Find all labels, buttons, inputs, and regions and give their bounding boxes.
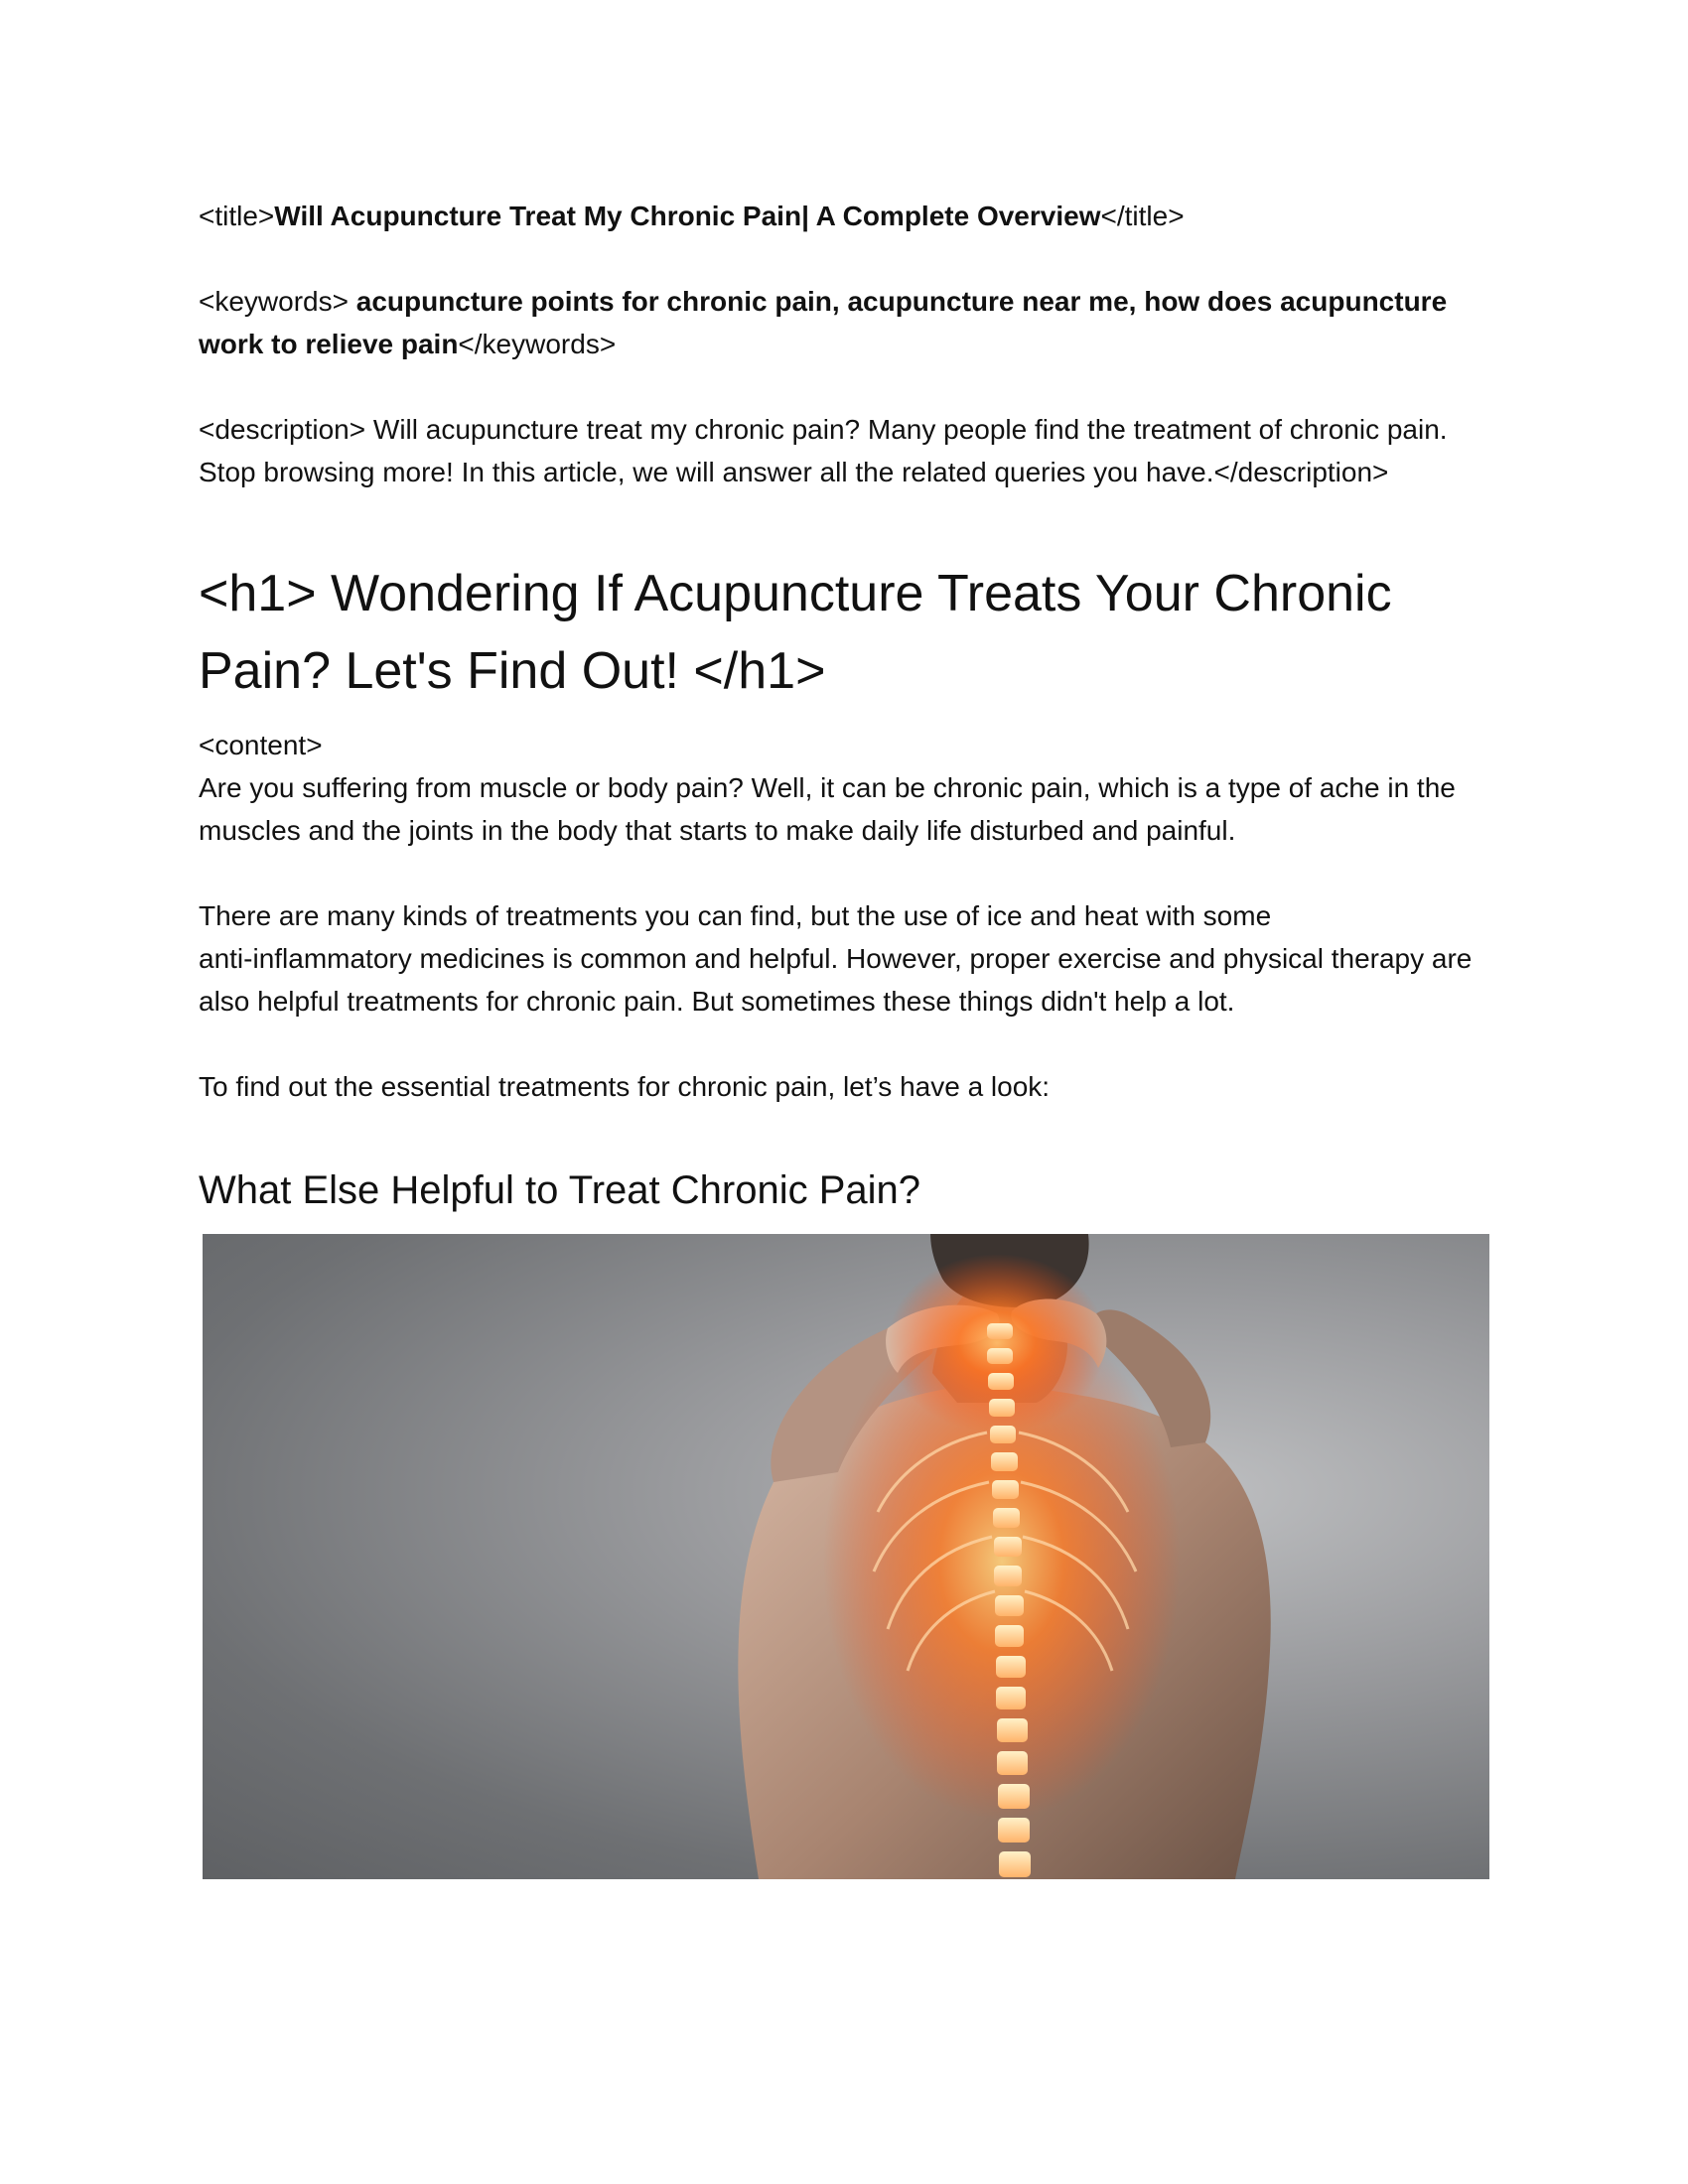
paragraph-3: To find out the essential treatments for chronic pain, let’s have a look: xyxy=(199,1071,1051,1102)
back-pain-image xyxy=(203,1234,1489,1879)
vertebra xyxy=(995,1625,1024,1647)
vertebra xyxy=(998,1784,1030,1809)
vertebra xyxy=(993,1508,1020,1528)
vertebra xyxy=(988,1373,1014,1390)
title-close-tag: </title> xyxy=(1100,201,1185,231)
paragraph-1: Are you suffering from muscle or body pain? Well, it can be chronic pain, which is a type of ache in the muscles and the joints in the body that starts to make daily life disturbed and painful. xyxy=(199,772,1456,846)
vertebra xyxy=(992,1480,1019,1499)
article-h2: What Else Helpful to Treat Chronic Pain? xyxy=(199,1168,921,1212)
meta-description: <description> Will acupuncture treat my chronic pain? Many people find the treatment of chronic pain. Stop browsing more! In this article, we will answer all the related queries you have.</description> xyxy=(199,414,1448,487)
paragraph-2-rest: anti-inflammatory medicines is common and helpful. However, proper exercise and physical therapy are also helpful treatments for chronic pain. But sometimes these things didn't help a lot. xyxy=(199,943,1473,1017)
vertebra xyxy=(994,1537,1022,1557)
vertebra xyxy=(996,1687,1026,1709)
vertebra xyxy=(996,1656,1026,1678)
paragraph-2-line-1: There are many kinds of treatments you can find, but the use of ice and heat with some xyxy=(199,900,1272,931)
document-page xyxy=(199,195,1489,1220)
article-h1: <h1> Wondering If Acupuncture Treats Your Chronic Pain? Let's Find Out! </h1> xyxy=(199,565,1392,700)
vertebra xyxy=(991,1452,1018,1471)
vertebra xyxy=(987,1348,1013,1364)
vertebra xyxy=(997,1718,1028,1742)
vertebra xyxy=(987,1323,1013,1339)
content-open-tag: <content> xyxy=(199,730,323,760)
vertebra xyxy=(997,1751,1028,1775)
vertebra xyxy=(994,1566,1022,1586)
back-pain-illustration xyxy=(203,1234,1489,1879)
meta-keywords-text: acupuncture points for chronic pain, acupuncture near me, how does acupuncture work to relieve pain xyxy=(199,286,1455,359)
meta-title-text: Will Acupuncture Treat My Chronic Pain| A Complete Overview xyxy=(274,201,1101,231)
title-open-tag: <title> xyxy=(199,201,275,231)
vertebra xyxy=(989,1399,1015,1417)
vertebra xyxy=(995,1595,1024,1616)
vertebra xyxy=(999,1851,1031,1877)
keywords-close-tag: </keywords> xyxy=(458,329,617,359)
meta-title-line xyxy=(199,195,1489,237)
vertebra xyxy=(998,1818,1030,1843)
paragraph-2 xyxy=(199,894,1489,1023)
vertebra xyxy=(990,1426,1016,1443)
keywords-open-tag: <keywords> xyxy=(199,286,356,317)
meta-keywords-line xyxy=(199,280,1489,365)
